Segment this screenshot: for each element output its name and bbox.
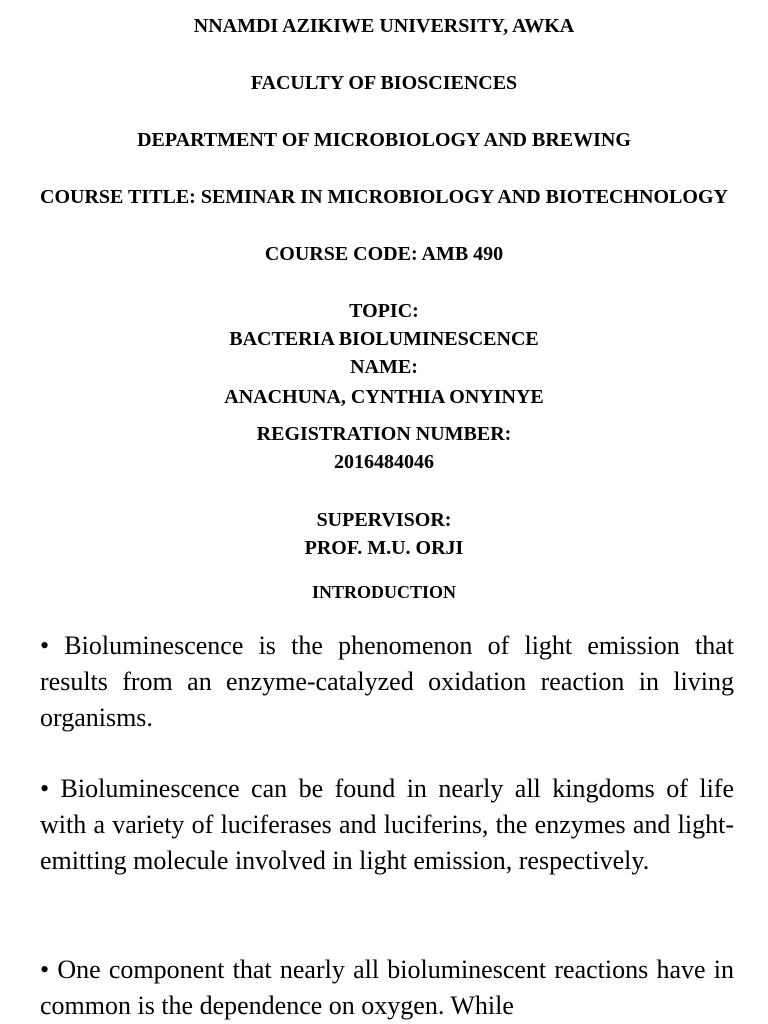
university-name: NNAMDI AZIKIWE UNIVERSITY, AWKA [193,15,575,37]
section-heading: INTRODUCTION [311,582,457,602]
paragraph-2: • Bioluminescence can be found in nearly all kingdoms of life with a variety of luciferases and luciferins, the enzymes and light-emitting molecule involved in light emission, respectively. [40,774,734,875]
course-code: COURSE CODE: AMB 490 [264,243,504,265]
supervisor-label: SUPERVISOR: [316,509,452,531]
paragraph-1: • Bioluminescence is the phenomenon of light emission that results from an enzyme-catalyzed oxidation reaction in living organisms. [40,631,734,732]
course-title: COURSE TITLE: SEMINAR IN MICROBIOLOGY AND BIOTECHNOLOGY [40,186,728,208]
topic-label: TOPIC: [349,300,419,322]
registration-number: 2016484046 [334,451,434,473]
name-label: NAME: [350,356,418,378]
topic-value: BACTERIA BIOLUMINESCENCE [229,328,539,350]
department-name: DEPARTMENT OF MICROBIOLOGY AND BREWING [137,129,631,151]
student-name: ANACHUNA, CYNTHIA ONYINYE [224,386,544,408]
paragraph-3: • One component that nearly all bioluminescent reactions have in common is the dependence on oxygen. While [40,955,734,1020]
registration-label: REGISTRATION NUMBER: [256,423,512,445]
supervisor-name: PROF. M.U. ORJI [304,537,464,559]
faculty-name: FACULTY OF BIOSCIENCES [250,72,518,94]
